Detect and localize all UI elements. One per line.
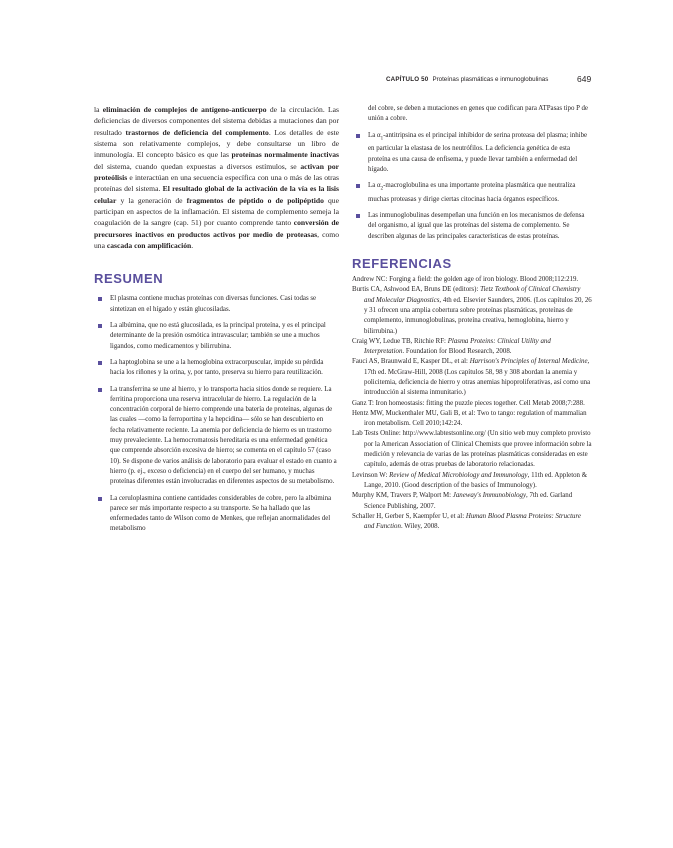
reference-item — [352, 491, 592, 512]
reference-text: , 17th ed. McGraw-Hill, 2008 (Los capítulos 58, 98 y 308 abordan la anemia y policitemia, deficiencia de hierro y otras anemias hipoproliferativas, así como una introducción al sistema inmunitario.) — [364, 358, 591, 397]
bold-text-segment: fragmentos de péptido o de polipéptido — [186, 195, 324, 205]
left-column — [94, 104, 339, 541]
reference-text: Levinson W: — [352, 471, 390, 479]
subscript: 2 — [380, 186, 384, 192]
square-bullet-icon — [98, 497, 102, 501]
text-segment: del sistema, cuando quedan expuestas a diversos estímulos, se — [94, 161, 301, 171]
summary-item — [352, 211, 592, 242]
references-heading: REFERENCIAS — [352, 256, 452, 272]
summary-item — [352, 181, 592, 205]
reference-text: Lab Tests Online: http://www.labtestsonline.org/ (Un sitio web muy completo provisto por la American Association of Clinical Chemists que provee información sobre la medición y relevancia de varias de las proteínas plasmáticas consideradas en este capítulo, además de otras pruebas de laboratorio relacionadas. — [352, 430, 592, 469]
bold-text-segment: cascada con amplificación — [106, 241, 192, 251]
reference-text: Murphy KM, Travers P, Walport M: — [352, 492, 453, 500]
summary-item-text: La ceruloplasmina contiene cantidades considerables de cobre, pero la albúmina parece ser más importante respecto a su transporte. Se ha hallado que las enfermedades tanto de Wilson como de Menkes, que reflejan anormalidades del metabolismo — [110, 494, 332, 533]
reference-item — [352, 471, 592, 492]
text-segment: de la circulación. Las deficiencias de diversos componentes del sistema debidas a mutaciones dan por resultado — [94, 105, 339, 137]
bold-text-segment: trastornos de deficiencia del complemento — [125, 127, 269, 137]
reference-item — [352, 275, 592, 285]
reference-text: Ganz T: Iron homeostasis: fitting the puzzle pieces together. Cell Metab 2008;7:288. — [352, 399, 585, 407]
summary-item — [94, 385, 339, 488]
square-bullet-icon — [98, 388, 102, 392]
reference-title: Plasma Proteins: Clinical Utility and Interpretation — [364, 337, 551, 356]
summary-item-text: -macroglobulina es una importante proteína plasmática que neutraliza muchas proteasas y dirige ciertas citocinas hacia órganos específicos. — [368, 182, 576, 203]
text-segment: y la generación de — [116, 195, 187, 205]
page-number: 649 — [577, 74, 592, 84]
reference-title: Review of Medical Microbiology and Immunology — [389, 471, 528, 479]
reference-item — [352, 512, 592, 533]
bold-text-segment: activan por proteólisis — [94, 161, 339, 183]
text-segment: . — [191, 241, 194, 251]
square-bullet-icon — [356, 184, 360, 188]
summary-item-text: La α — [368, 131, 381, 139]
summary-item — [94, 294, 339, 315]
square-bullet-icon — [356, 134, 360, 138]
summary-item-text: -antitripsina es el principal inhibidor de serina proteasa del plasma; inhibe en particular la elastasa de los neutrófilos. La deficiencia genética de esta proteína es una causa de enfisema, y puede llevar también a enfermedad del hígado. — [368, 131, 588, 173]
reference-item — [352, 429, 592, 470]
bold-text-segment: El resultado global de la activación de la vía es la lisis celular — [94, 184, 339, 205]
running-header — [386, 76, 586, 83]
reference-item — [352, 409, 592, 430]
text-segment: e interactúan en una secuencia específica con una o más de las otras proteínas del sistema. — [94, 173, 339, 194]
reference-text: , 7th ed. Garland Science Publishing, 2007. — [364, 492, 573, 510]
summary-item — [94, 321, 339, 352]
summary-item — [94, 494, 339, 535]
reference-item — [352, 399, 592, 409]
reference-text: , 11th ed. Appleton & Lange, 2010. (Good description of the basics of Immunology). — [364, 471, 588, 489]
bold-text-segment: eliminación de complejos de antígeno-anticuerpo — [102, 105, 267, 114]
reference-text: Hentz MW, Muckenthaler MU, Gali B, et al: Two to tango: regulation of mammalian iron metabolism. Cell 2010;142:24. — [352, 409, 587, 428]
text-segment: que participan en aspectos de la inflamación. El sistema de complemento semeja la coagulación de la sangre (cap. 51) por cuanto comprende tanto — [94, 195, 339, 228]
reference-text: Fauci AS, Braunwald E, Kasper DL, et al: — [352, 358, 470, 366]
square-bullet-icon — [98, 297, 102, 301]
reference-text: . Wiley, 2008. — [400, 523, 440, 531]
square-bullet-icon — [98, 361, 102, 365]
summary-item — [94, 358, 339, 379]
bold-text-segment: proteínas normalmente inactivas — [231, 150, 339, 160]
summary-item-text: La haptoglobina se une a la hemoglobina extracorpuscular, impide su pérdida hacia los riñones y la orina, y, por tanto, preserva su hierro para reutilización. — [110, 358, 324, 377]
reference-text: Andrew NC: Forging a field: the golden age of iron biology. Blood 2008;112:219. — [352, 276, 579, 284]
summary-item-text: La transferrina se une al hierro, y lo transporta hacia sitios donde se requiere. La ferritina proporciona una reserva intracelular de hierro. La regulación de la concentración corporal de hierro comprende una batería de proteínas, algunas de las cuales —como la ferroportina y la hepcidina— sólo se han descubierto en fecha relativamente reciente. La anemia por deficiencia de hierro es un trastorno muy prevaleciente. La hemocromatosis hereditaria es una enfermedad genética que comprende absorción excesiva de hierro; se comenta en el capítulo 57 (caso 10). Se dispone de varios análisis de laboratorio para evaluar el estado en cuanto a hierro (p. ej., exceso o deficiencia) en el cuerpo del ser humano, y muchas proteínas diferentes están involucradas en diferentes aspectos de su metabolismo. — [110, 385, 337, 486]
text-segment: . Los detalles de este sistema son relativamente complejos, y debe consultarse un libro de inmunología. El concepto básico es que las — [94, 127, 339, 160]
summary-continuation: del cobre, se deben a mutaciones en genes que codifican para ATPasas tipo P de unión a cobre. — [368, 105, 588, 123]
bold-text-segment: conversión de precursores inactivos en productos activos por medio de proteasas — [94, 218, 339, 239]
summary-item-text: Las inmunoglobulinas desempeñan una función en los mecanismos de defensa del organismo, al igual que las proteínas del sistema de complemento. Se describen algunas de las principales características de estas proteínas. — [368, 212, 585, 240]
summary-item-text: La albúmina, que no está glucosilada, es la principal proteína, y es el principal determinante de la presión osmótica intravascular; también se une a muchos ligandos, como medicamentos y bilirrubina. — [110, 322, 326, 350]
text-segment: la — [94, 105, 103, 114]
summary-item-text: El plasma contiene muchas proteínas con diversas funciones. Casi todas se sintetizan en el hígado y están glucosiladas. — [110, 295, 317, 313]
text-segment: , como una — [94, 229, 339, 251]
reference-title: Human Blood Plasma Proteins: Structure and Function — [364, 512, 581, 531]
reference-text: Schaller H, Gerber S, Kaempfer U, et al: — [352, 512, 466, 520]
chapter-subtitle: Proteínas plasmáticas e inmunoglobulinas — [432, 76, 549, 83]
summary-list — [94, 294, 339, 534]
summary-item-text: La α — [368, 182, 381, 190]
reference-item — [352, 285, 592, 336]
square-bullet-icon — [98, 324, 102, 328]
summary-list-continued — [352, 131, 592, 242]
reference-item — [352, 337, 592, 358]
reference-title: Tietz Textbook of Clinical Chemistry and Molecular Diagnostics — [364, 286, 581, 304]
body-paragraph — [94, 104, 339, 251]
reference-title: Janeway's Immunobiology — [452, 492, 527, 500]
references-list — [352, 275, 592, 532]
reference-text: , 4th ed. Elsevier Saunders, 2006. (Los capítulos 20, 26 y 31 ofrecen una amplia cobertura sobre proteínas plasmáticas, proteínas de complemento, inmunoglobulinas, proteína creativa, hemoglobina, hierro y bilirrubina.) — [364, 296, 592, 335]
reference-text: . Foundation for Blood Research, 2008. — [402, 348, 512, 356]
chapter-label: CAPÍTULO 50 — [386, 76, 429, 83]
subscript: 1 — [380, 135, 384, 141]
reference-title: Harrison's Principles of Internal Medicine — [469, 358, 588, 366]
square-bullet-icon — [356, 214, 360, 218]
right-column — [352, 104, 592, 532]
summary-heading: RESUMEN — [94, 271, 164, 287]
reference-text: Burtis CA, Ashwood EA, Bruns DE (editors): — [352, 286, 481, 294]
reference-text: Craig WY, Ledue TB, Ritchie RF: — [352, 337, 448, 345]
reference-item — [352, 357, 592, 398]
summary-item — [352, 131, 592, 176]
